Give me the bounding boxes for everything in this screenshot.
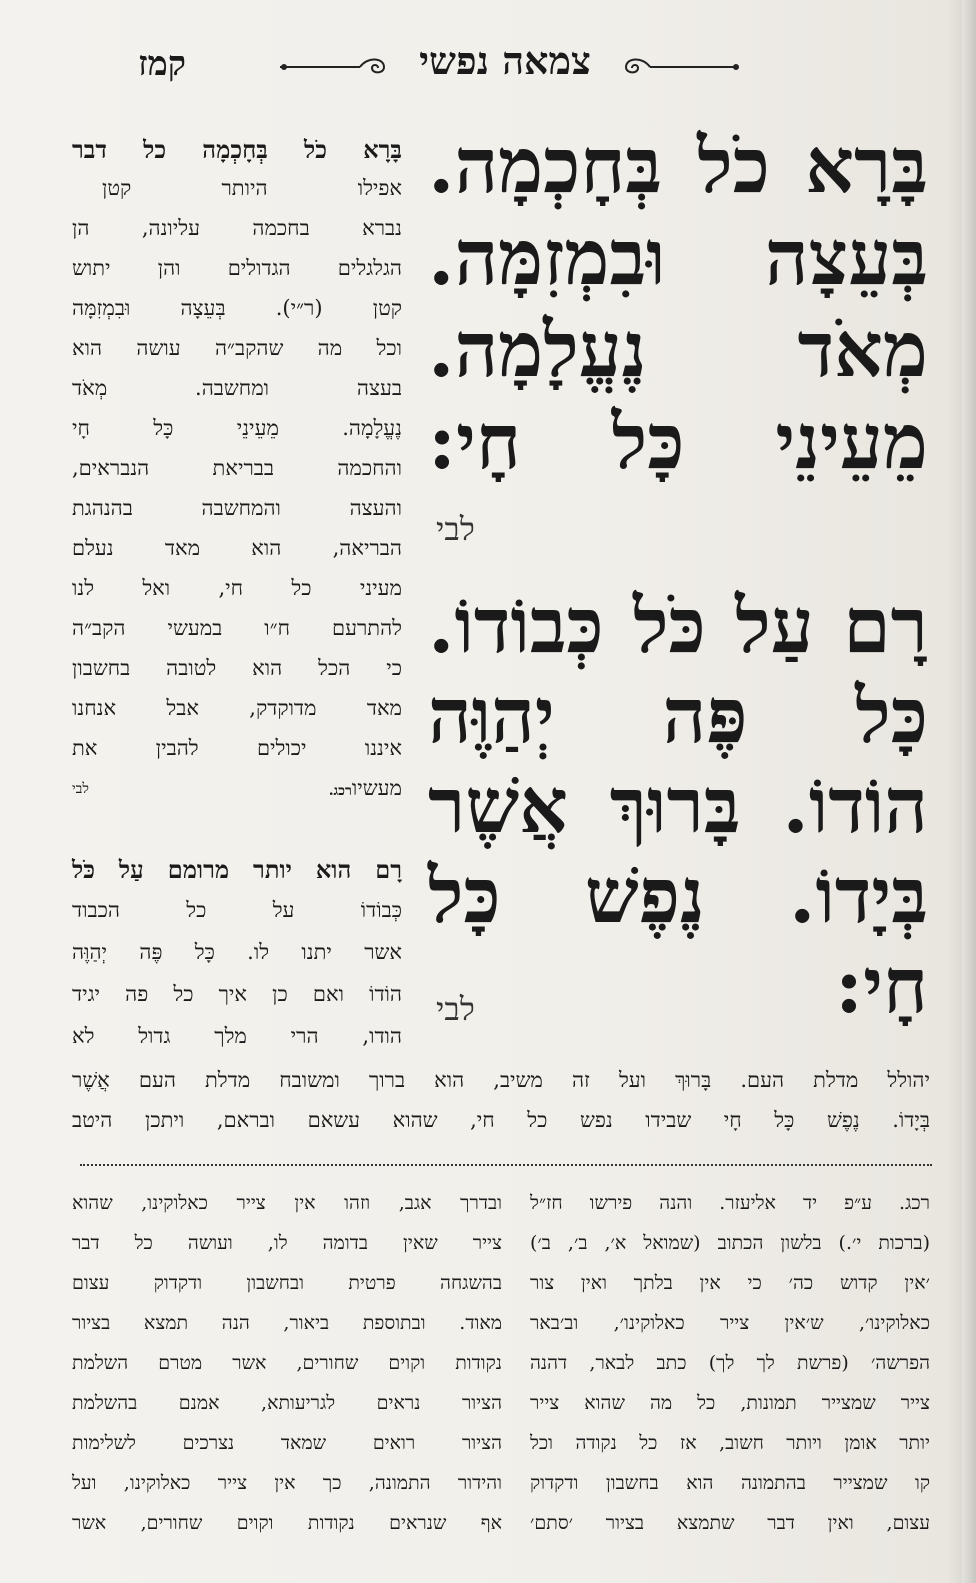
commentary-a [72, 135, 402, 818]
page-edge [962, 0, 976, 1583]
commentary-line: מעיני כל חי, ואל לנו [72, 576, 402, 600]
footnote-line: עצום, ואין דבר שתמצא בציור ׳סתם׳ [530, 1512, 930, 1534]
commentary-line: רָם הוא יותר מרומם עַל כֹּל [72, 855, 402, 884]
footnote-line: כאלוקינו׳, ש׳אין צייר כאלוקינו׳, וב׳באר [530, 1312, 930, 1334]
commentary-line: כְּבוֹדוֹ על כל הכבוד [72, 898, 402, 922]
verse-b-line-1: רָם עַל כֹּל כְּבוֹדוֹ. [428, 581, 928, 670]
commentary-line: מאד מדוקדק, אבל אנחנו [72, 696, 402, 720]
commentary-line: הודו, הרי מלך גדול לא [72, 1024, 402, 1048]
footnote-line: אף שנראים נקודות וקוים שחורים, אשר [72, 1512, 502, 1534]
footnote-line: קו שמצייר בהתמונה הוא בחשבון ודקדוק [530, 1472, 930, 1494]
commentary-line: אפילו היותר קטן [102, 176, 402, 200]
commentary-wide-line-1: יהולל מדלת העם. בָּרוּךְ ועל זה משיב, הוא ברוך ומשובח מדלת העם אֲשֶׁר [72, 1068, 930, 1092]
footnote-left-column [72, 1192, 502, 1572]
commentary-line: והעצה והמחשבה בהנהגת [72, 496, 402, 520]
commentary-line: הגלגלים הגדולים והן יתוש [72, 256, 402, 280]
commentary-line [329, 778, 402, 799]
commentary-line: הוֹדוֹ ואם כן איך כל פה יגיד [72, 982, 402, 1006]
footnote-line: ובדרך אגב, וזהו אין צייר כאלוקינו, שהוא [72, 1192, 502, 1214]
commentary-line: והחכמה בבריאת הנבראים, [72, 456, 402, 480]
footnote-line: הציור נראים לגריעותא, אמנם בהשלמת [72, 1392, 502, 1414]
verse-b-catchword: לבי [436, 990, 475, 1028]
commentary-line: בָּרָא כֹל בְּחָכְמָה כל דבר [72, 135, 402, 164]
footnote-divider [80, 1164, 932, 1166]
footnote-line: בהשגחה פרטית ובחשבון ודקדוק עצום [72, 1272, 502, 1294]
footnote-right-column [530, 1192, 930, 1572]
verse-a-line-3: מְאֹד נֶעֱלָמָה. [428, 305, 928, 394]
footnote-line: (ברכות י׳.) בלשון הכתוב (שמואל א׳, ב׳, ב׳) [530, 1232, 930, 1254]
commentary-catchword: לבי [72, 781, 89, 797]
commentary-line: נֶעֱלָמָה. מֵעֵינֵי כָּל חָי [72, 416, 402, 440]
commentary-line: להתרעם ח״ו במעשי הקב״ה [72, 616, 402, 640]
footnote-line: צייר שמצייר תמונות, כל מה שהוא צייר [530, 1392, 930, 1414]
commentary-wide-line-2: בְּיָדוֹ. נֶפֶשׁ כָּל חָי שבידו נפש כל חי, שהוא עשאם ובראם, ויתכן היטב [72, 1108, 930, 1132]
verse-a-catchword: לבי [436, 510, 475, 548]
commentary-line: וכל מה שהקב״ה עושה הוא [72, 336, 402, 360]
verse-a-line-4: מֵעֵינֵי כָּל חָי: [428, 397, 928, 486]
verse-a-line-2: בְּעֵצָה וּבִמְזִמָּה. [428, 213, 928, 302]
running-title: צמאה נפשי [419, 38, 591, 83]
left-ornament-icon [280, 56, 390, 78]
commentary-line: קטן (ר״י). בְּעֵצָה וּבִמְזִמָּה [72, 296, 402, 320]
verse-b-line-2: כָּל פֶּה יְהַוֶּה [428, 671, 928, 760]
commentary-line: כי הכל הוא לטובה בחשבון [72, 656, 402, 680]
commentary-b [72, 855, 402, 1058]
footnote-line: והידור התמונה, כך אין צייר כאלוקינו, ועל [72, 1472, 502, 1494]
commentary-line: בעצה ומחשבה. מְאֹד [72, 376, 402, 400]
footnote-line: מאוד. ובתוספת ביאור, הנה תמצא בציור [72, 1312, 502, 1334]
footnote-line: יותר אומן ויותר חשוב, אז כל נקודה וכל [530, 1432, 930, 1454]
right-ornament-icon [620, 56, 740, 78]
commentary-line: הבריאה, הוא מאד נעלם [72, 536, 402, 560]
page-number: קמז [138, 44, 186, 84]
verse-b-line-4: בְּיָדוֹ. נֶפֶשׁ כָּל [428, 851, 928, 940]
footnote-marker: רכג. [328, 783, 352, 799]
verse-a-line-1: בָּרָא כֹל בְּחָכְמָה. [428, 121, 928, 210]
verse-b-line-5: חָי: [835, 941, 928, 1030]
footnote-line: ׳אין קדוש כה׳ כי אין בלתך ואין צור [530, 1272, 930, 1294]
footnote-line: הפרשה׳ (פרשת לך לך) כתב לבאר, דהנה [530, 1352, 930, 1374]
footnote-line: רכג. ע״פ יד אליעזר. והנה פירשו חז״ל [530, 1192, 930, 1214]
commentary-line: איננו יכולים להבין את [72, 736, 402, 760]
commentary-last-word: מעשיו [351, 776, 402, 800]
footnote-line: נקודות וקוים שחורים, אשר מטרם השלמת [72, 1352, 502, 1374]
footnote-line: הציור רואים שמאד נצרכים לשלימות [72, 1432, 502, 1454]
footnote-line: צייר שאין בדומה לו, ועושה כל דבר [72, 1232, 502, 1254]
commentary-line: נברא בחכמה עליונה, הן [72, 216, 402, 240]
verse-b-line-3: הוֹדוֹ. בָּרוּךְ אֲשֶׁר [428, 761, 928, 850]
commentary-line: אשר יתנו לו. כָּל פֶּה יְהַוֶּה [72, 940, 402, 964]
